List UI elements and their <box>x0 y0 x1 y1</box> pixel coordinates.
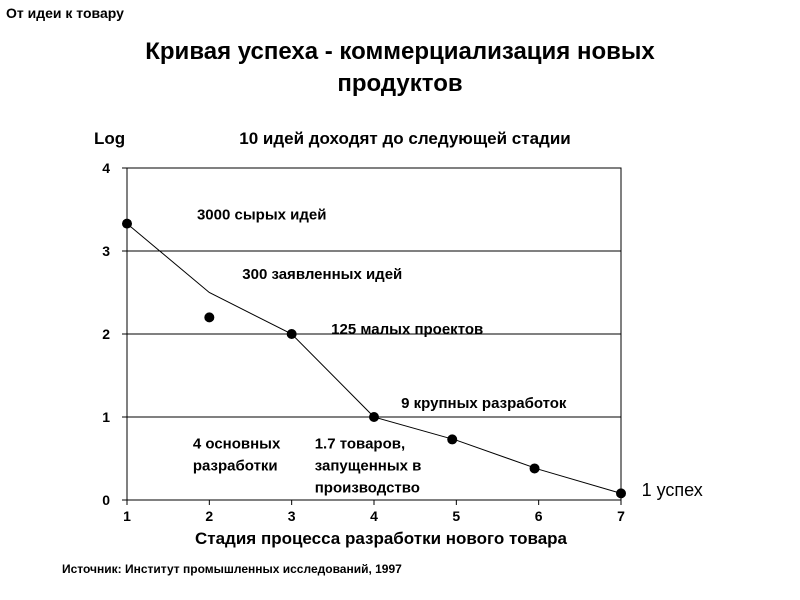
annotation-4-line-1: 9 крупных разработок <box>401 394 567 412</box>
x-tick-label-4: 4 <box>370 508 378 524</box>
annotation-5-line-1: 4 основных <box>192 435 281 453</box>
x-tick-label-7: 7 <box>617 508 625 524</box>
data-point-5 <box>447 434 457 444</box>
title-line-2: продуктов <box>337 70 463 97</box>
annotation-2-line-1: 300 заявленных идей <box>242 266 403 284</box>
y-tick-label-2: 2 <box>102 326 110 342</box>
annotation-6-line-1: 1.7 товаров, <box>314 435 406 453</box>
data-point-2 <box>204 312 214 322</box>
x-tick-label-6: 6 <box>534 508 543 524</box>
data-point-6 <box>530 463 540 473</box>
annotation-1-line-1: 3000 сырых идей <box>196 206 327 224</box>
source-note: Источник: Институт промышленных исследований, 1997 <box>62 562 402 576</box>
annotation-6 <box>315 436 422 497</box>
chart-title: 10 идей доходят до следующей стадии <box>239 129 571 148</box>
data-point-1 <box>122 219 132 229</box>
x-tick-label-2: 2 <box>205 508 214 524</box>
x-tick-label-3: 3 <box>287 508 296 524</box>
x-tick-label-5: 5 <box>452 508 461 524</box>
series-layer <box>122 219 626 499</box>
annotation-3-line-1: 125 малых проектов <box>331 321 484 338</box>
annotation-2 <box>242 266 402 283</box>
annotation-7 <box>642 480 703 500</box>
annotation-6-line-2: запущенных в <box>314 457 422 475</box>
data-point-4 <box>369 412 379 422</box>
annotation-7-line-1: 1 успех <box>641 479 703 500</box>
y-tick-label-0: 0 <box>102 492 110 508</box>
section-label: От идеи к товару <box>6 5 124 21</box>
y-tick-label-1: 1 <box>102 409 110 425</box>
y-tick-label-3: 3 <box>102 243 110 259</box>
label-layer <box>193 206 703 499</box>
data-point-3 <box>287 329 297 339</box>
title-line-1: Кривая успеха - коммерциализация новых <box>145 38 655 65</box>
success-curve-line <box>127 224 621 494</box>
y-axis-label: Log <box>94 129 126 148</box>
data-point-7 <box>616 488 626 498</box>
annotation-5-line-2: разработки <box>192 457 278 475</box>
y-tick-label-4: 4 <box>102 160 110 176</box>
annotation-4 <box>401 395 567 412</box>
x-tick-label-1: 1 <box>123 508 131 524</box>
annotation-6-line-3: производство <box>314 479 420 497</box>
x-axis-label: Стадия процесса разработки нового товара <box>195 529 567 548</box>
annotation-5 <box>193 436 281 475</box>
annotation-3 <box>331 321 483 338</box>
annotation-1 <box>197 206 326 223</box>
